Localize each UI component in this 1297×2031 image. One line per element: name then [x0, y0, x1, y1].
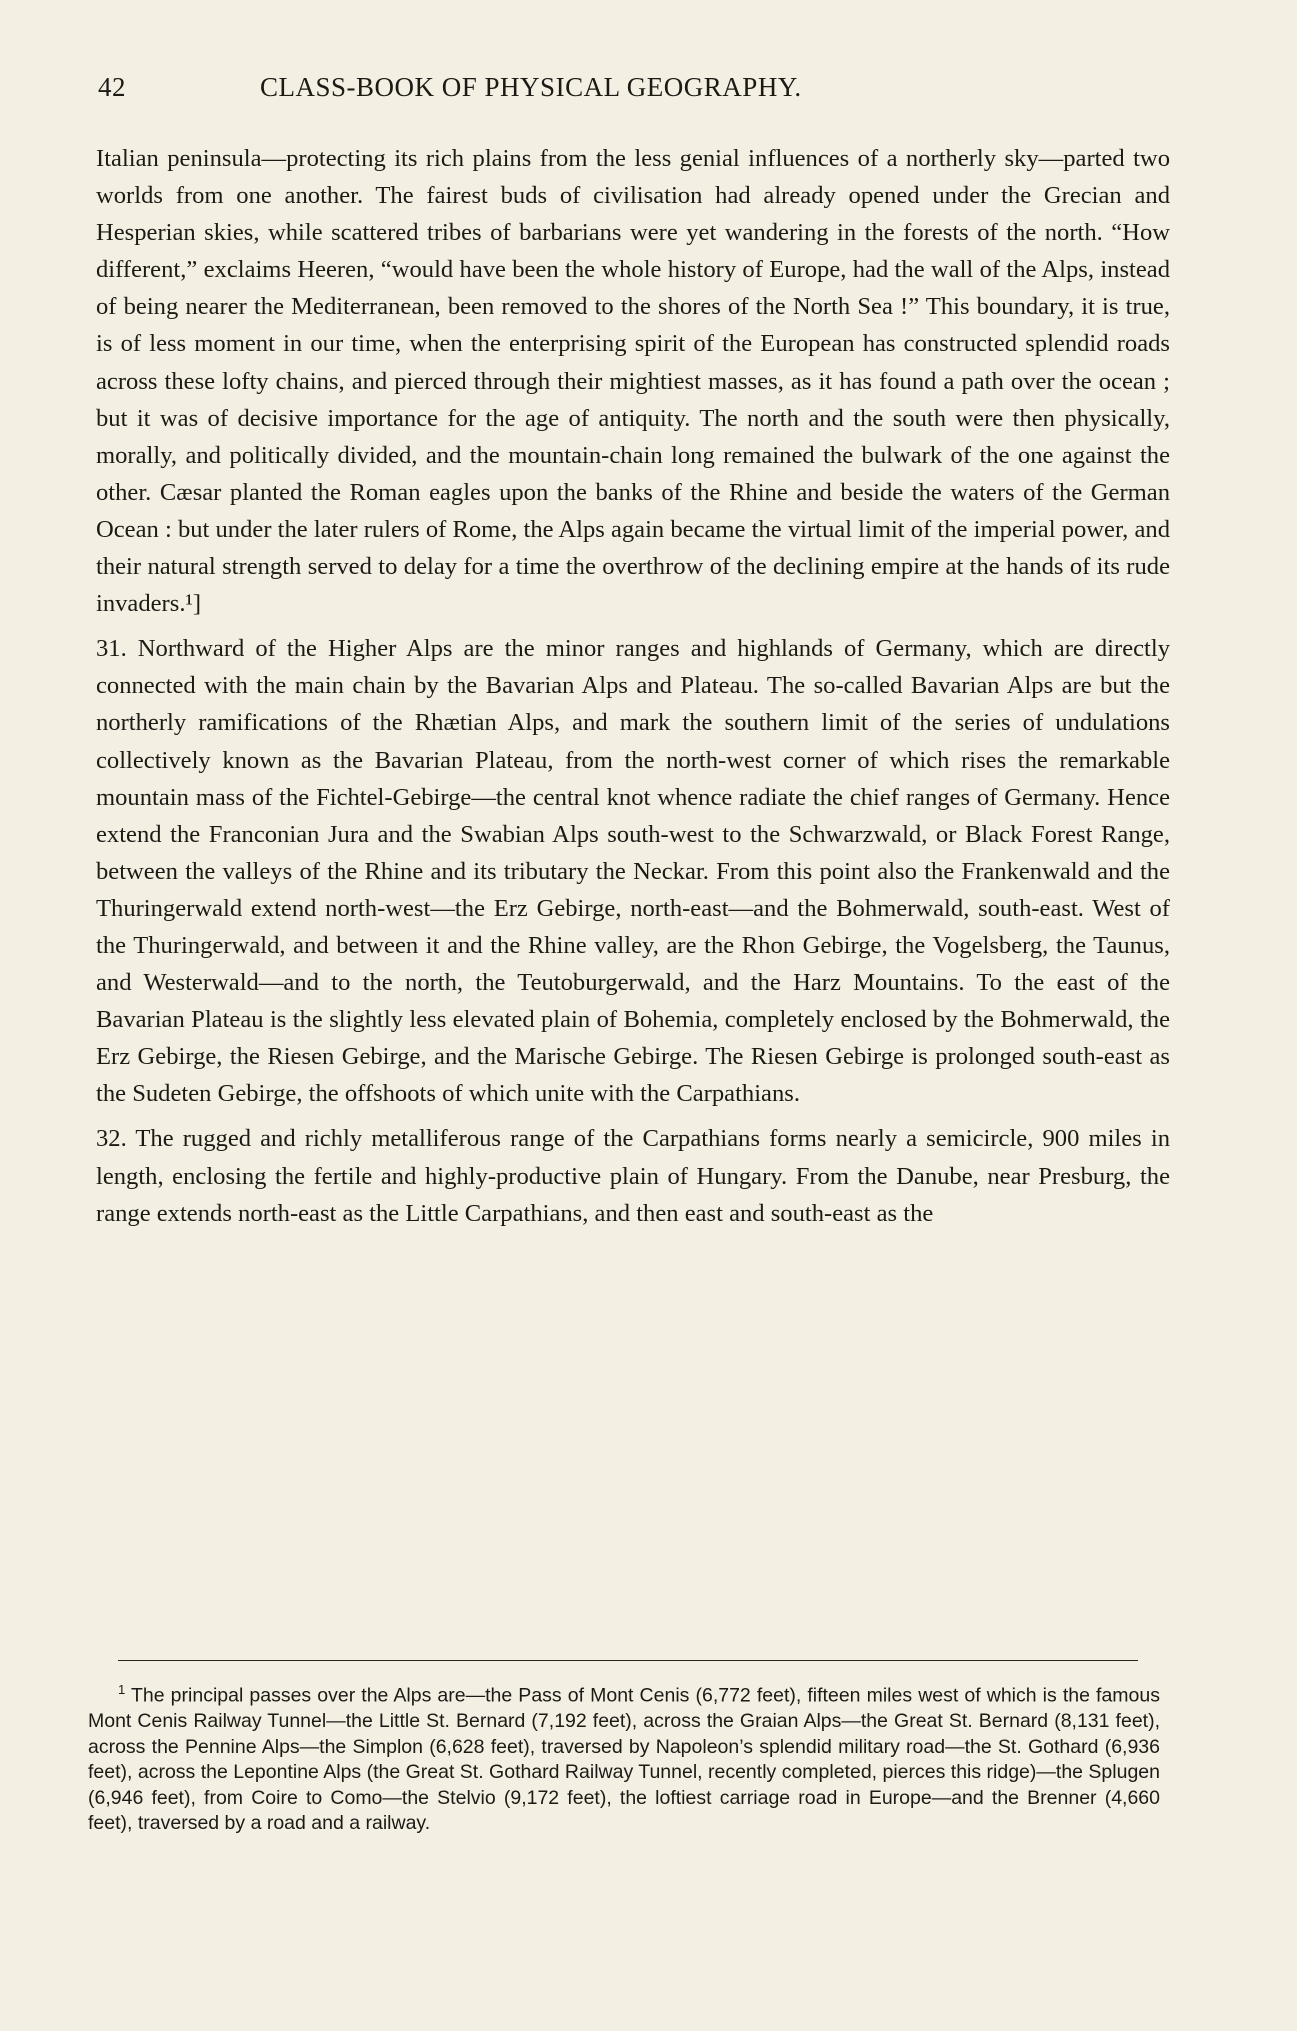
paragraph-31: 31. Northward of the Higher Alps are the minor ranges and highlands of Germany, which are directly connected with the main chain by the Bavarian Alps and Plateau. The so-called Bavarian Alps are but the northerly ramifications of the Rhætian Alps, and mark the southern limit of the series of undulations collectively known as the Bavarian Plateau, from the north-west corner of which rises the remarkable mountain mass of the Fichtel-Gebirge—the central knot whence radiate the chief ranges of Germany. Hence extend the Franconian Jura and the Swabian Alps south-west to the Schwarzwald, or Black Forest Range, between the valleys of the Rhine and its tributary the Neckar. From this point also the Frankenwald and the Thuringerwald extend north-west—the Erz Gebirge, north-east—and the Bohmerwald, south-east. West of the Thuringerwald, and between it and the Rhine valley, are the Rhon Gebirge, the Vogelsberg, the Taunus, and Westerwald—and to the north, the Teutoburgerwald, and the Harz Mountains. To the east of the Bavarian Plateau is the slightly less elevated plain of Bohemia, completely enclosed by the Bohmerwald, the Erz Gebirge, the Riesen Gebirge, and the Marische Gebirge. The Riesen Gebirge is prolonged south-east as the Sudeten Gebirge, the offshoots of which unite with the Carpathians. [96, 635, 1170, 1108]
running-title: CLASS-BOOK OF PHYSICAL GEOGRAPHY. [260, 72, 802, 102]
footnote-marker: 1 [118, 1682, 126, 1697]
paragraph-continuation: Italian peninsula—protecting its rich plains from the less genial influences of a northerly sky—parted two worlds from one another. The fairest buds of civilisation had already opened under the Grecian and Hesperian skies, while scattered tribes of barbarians were yet wandering in the forests of the north. “How different,” exclaims Heeren, “would have been the whole history of Europe, had the wall of the Alps, instead of being nearer the Mediterranean, been removed to the shores of the North Sea !” This boundary, it is true, is of less moment in our time, when the enterprising spirit of the European has constructed splendid roads across these lofty chains, and pierced through their mightiest masses, as it has found a path over the ocean ; but it was of decisive importance for the age of antiquity. The north and the south were then physically, morally, and politically divided, and the mountain-chain long remained the bulwark of the one against the other. Cæsar planted the Roman eagles upon the banks of the Rhine and beside the waters of the German Ocean : but under the later rulers of Rome, the Alps again became the virtual limit of the imperial power, and their natural strength served to delay for a time the overthrow of the declining empire at the hands of its rude invaders.¹] [96, 145, 1170, 618]
page-number: 42 [98, 72, 126, 102]
body-text [96, 140, 1170, 1232]
footnote-divider [118, 1660, 1138, 1661]
footnote-1 [88, 1677, 1160, 1837]
footnote-text: The principal passes over the Alps are—the Pass of Mont Cenis (6,772 feet), fifteen miles west of which is the famous Mont Cenis Railway Tunnel—the Little St. Bernard (7,192 feet), across the Graian Alps—the Great St. Bernard (8,131 feet), across the Pennine Alps—the Simplon (6,628 feet), traversed by Napoleon’s splendid military road—the St. Gothard (6,936 feet), across the Lepontine Alps (the Great St. Gothard Railway Tunnel, recently completed, pierces this ridge)—the Splugen (6,946 feet), from Coire to Como—the Stelvio (9,172 feet), the loftiest carriage road in Europe—and the Brenner (4,660 feet), traversed by a road and a railway. [88, 1684, 1160, 1835]
paragraph-32: 32. The rugged and richly metalliferous range of the Carpathians forms nearly a semicircle, 900 miles in length, enclosing the fertile and highly-productive plain of Hungary. From the Danube, near Presburg, the range extends north-east as the Little Carpathians, and then east and south-east as the [96, 1125, 1170, 1227]
footnotes [88, 1677, 1160, 1837]
